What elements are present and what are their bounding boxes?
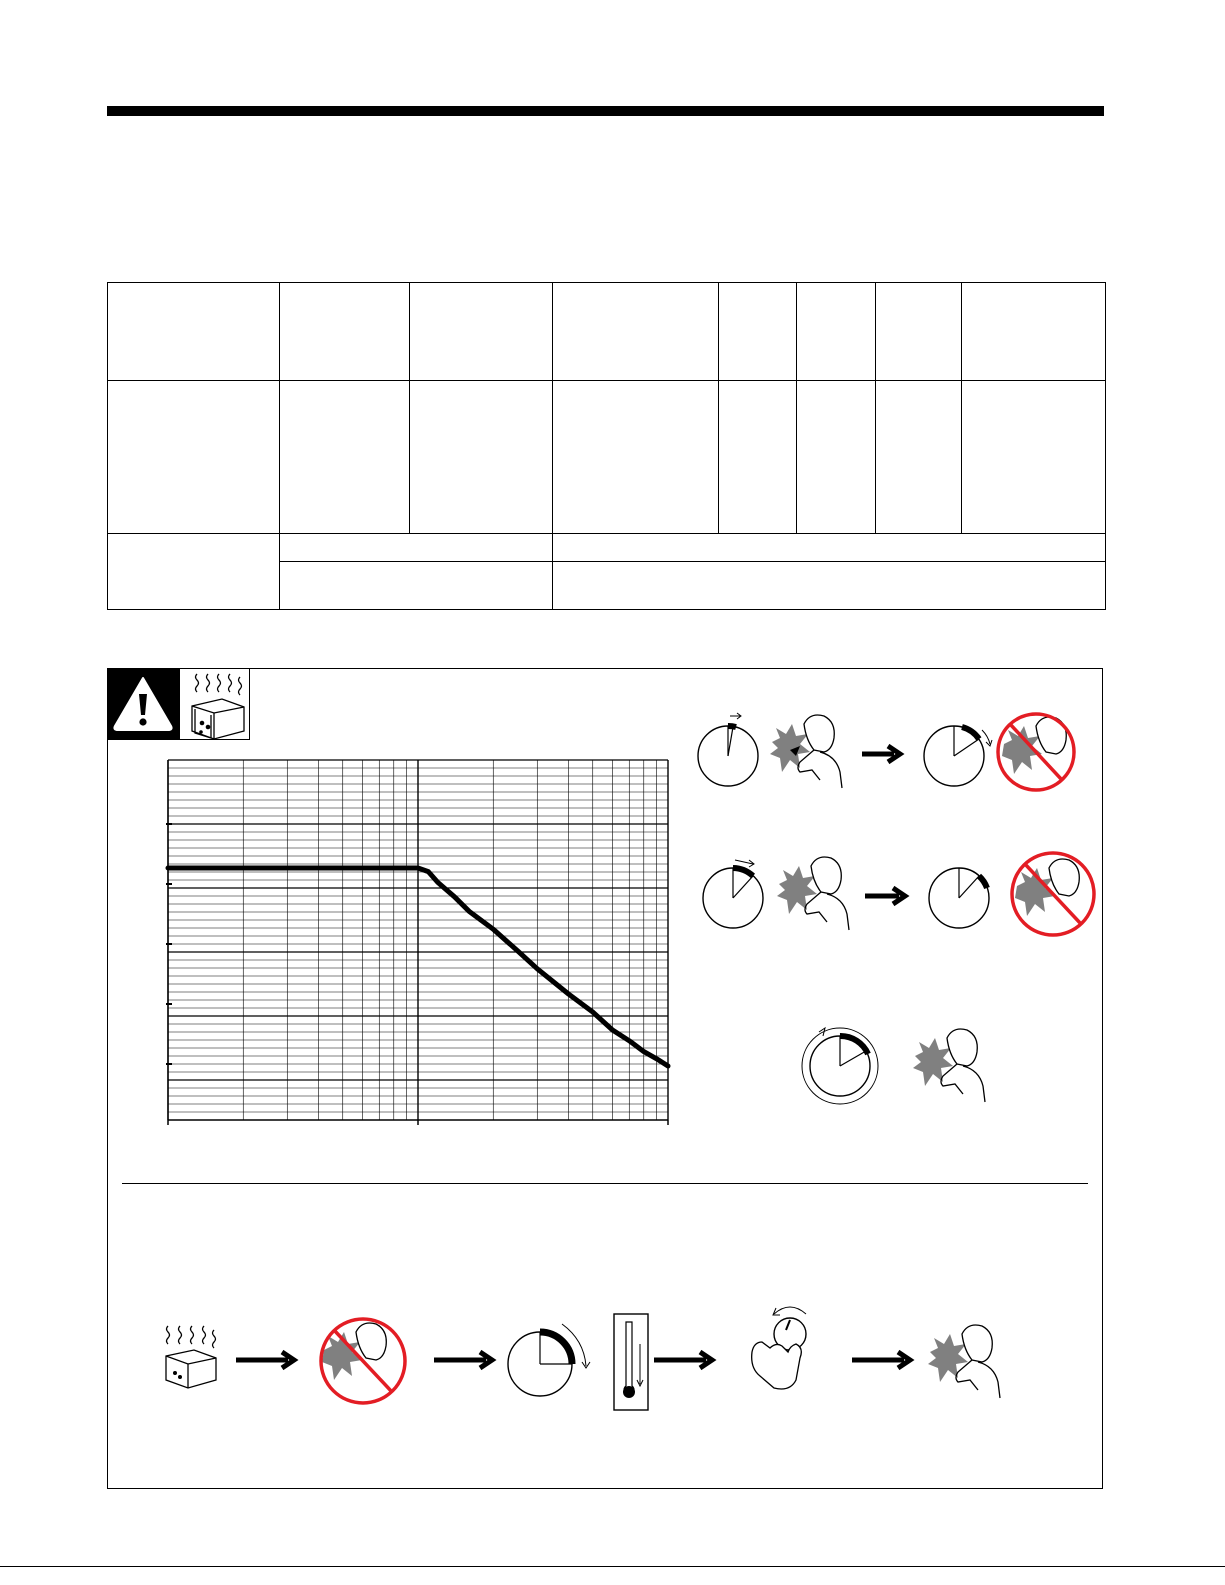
table-cell [280, 283, 410, 381]
clock-continuous-icon [802, 1028, 878, 1104]
table-cell [553, 283, 719, 381]
table-cell [410, 283, 553, 381]
thermometer-icon [614, 1314, 648, 1410]
table-cell [108, 534, 280, 610]
duty-example-3 [795, 1018, 1005, 1110]
clock-cooling-icon [508, 1324, 590, 1396]
warning-triangle-icon [107, 668, 179, 740]
specifications-table [107, 282, 1106, 610]
table-cell [280, 534, 553, 562]
table-cell [719, 283, 797, 381]
arrow-right-icon [654, 1352, 712, 1368]
arrow-right-icon [434, 1352, 492, 1368]
table-cell [962, 381, 1106, 534]
welder-icon [913, 1029, 985, 1102]
arrow-right-icon [865, 888, 905, 904]
table-cell [553, 534, 1106, 562]
duty-cycle-chart [150, 750, 680, 1140]
duty-example-2 [695, 850, 1100, 940]
welder-icon [770, 715, 842, 788]
overheated-unit-icon-box [179, 668, 250, 740]
table-cell [280, 562, 553, 610]
no-welding-icon [1012, 853, 1094, 935]
no-welding-icon [998, 714, 1074, 790]
table-cell [797, 381, 876, 534]
warning-badge [107, 668, 179, 740]
table-cell [962, 283, 1106, 381]
table-cell [797, 283, 876, 381]
clock-rest-period-icon [929, 868, 989, 928]
header-rule [107, 106, 1104, 116]
table-cell [876, 381, 962, 534]
overheating-sequence [160, 1296, 1030, 1416]
chart-grid-vertical [168, 760, 668, 1120]
reduce-amperage-knob-icon [752, 1307, 806, 1389]
welder-icon [777, 857, 849, 930]
table-row [108, 381, 1106, 534]
table-row [108, 534, 1106, 562]
table-cell [719, 381, 797, 534]
clock-weld-period-icon [703, 860, 763, 928]
table-cell [876, 283, 962, 381]
section-divider [122, 1183, 1088, 1184]
table-cell [108, 283, 280, 381]
table-cell [553, 562, 1106, 610]
clock-weld-period-icon [698, 713, 758, 786]
table-cell [553, 381, 719, 534]
table-cell [280, 381, 410, 534]
welder-icon [928, 1325, 1000, 1398]
arrow-right-icon [862, 746, 900, 762]
table-header-row [108, 283, 1106, 381]
overheated-unit-icon [180, 669, 251, 741]
duty-example-1 [690, 708, 1090, 798]
arrow-right-icon [852, 1352, 910, 1368]
arrow-right-icon [236, 1352, 294, 1368]
table-cell [108, 381, 280, 534]
table-cell [410, 381, 553, 534]
footer-rule [0, 1566, 1225, 1567]
no-welding-icon [321, 1319, 405, 1403]
overheated-unit-icon [166, 1326, 216, 1388]
clock-rest-period-icon [924, 726, 992, 786]
